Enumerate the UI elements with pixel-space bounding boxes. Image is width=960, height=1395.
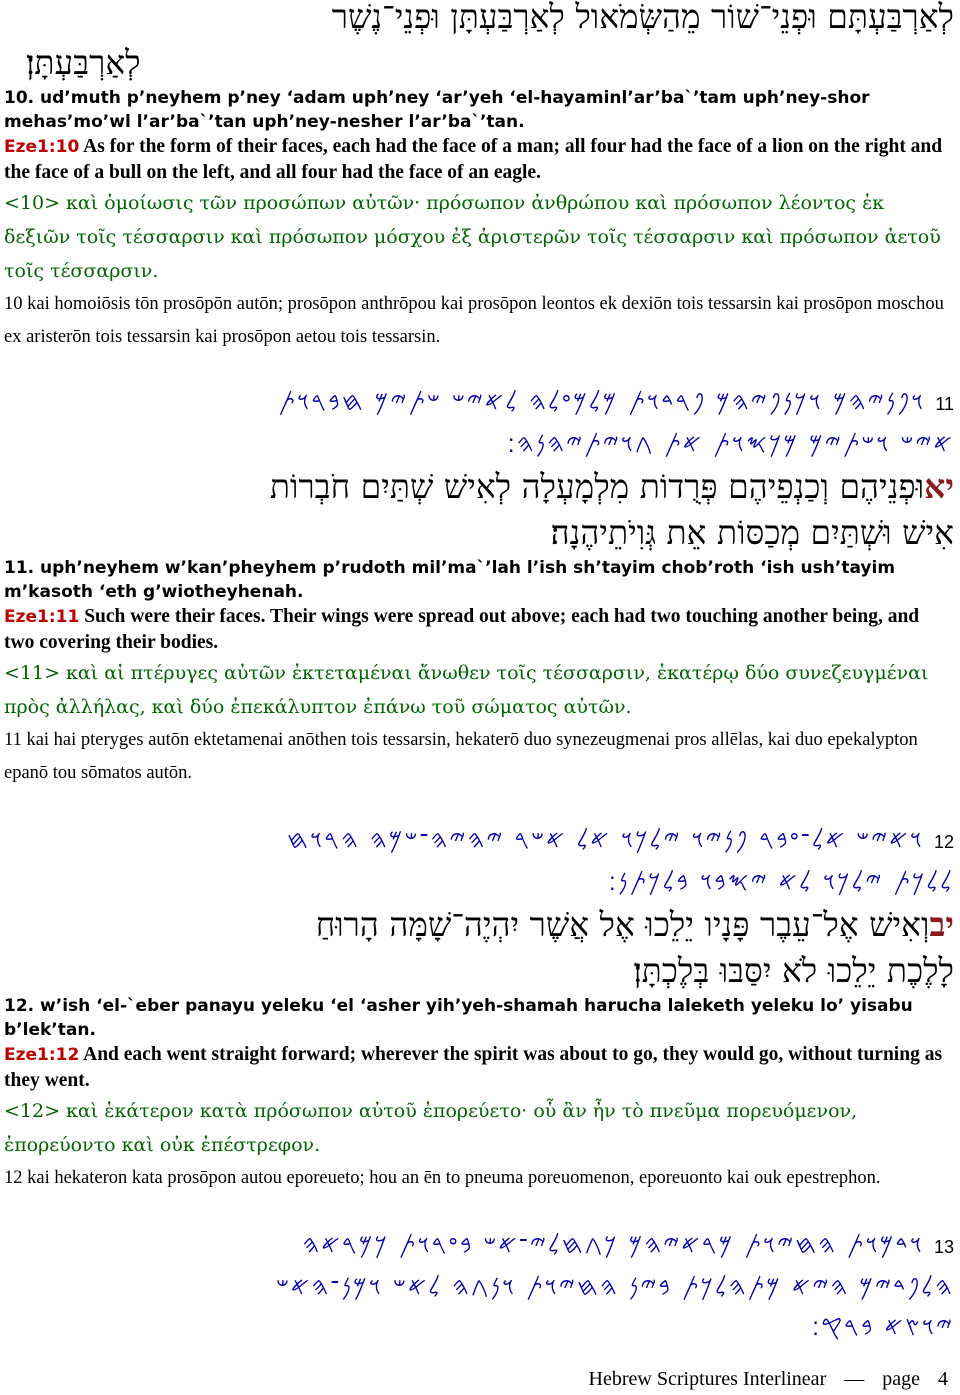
verse-number: 11 [935,394,954,414]
paleo-hebrew-line: 𐤉𐤅𐤑𐤀 𐤁𐤓𐤒׃ [811,1312,954,1341]
greek-text: <12> καὶ ἑκάτερον κατὰ πρόσωπον αὐτοῦ ἐπορεύετο· οὗ ἂν ἦν τὸ πνεῦμα πορευόμενον, ἐπορεύοντο καὶ οὐκ ἐπέστρεφον. [4,1100,858,1156]
footer-title: Hebrew Scriptures Interlinear [588,1368,827,1390]
paleo-text: 𐤅𐤐𐤍𐤉𐤄𐤌 𐤅𐤊𐤍𐤐𐤉𐤄𐤌 𐤐𐤓𐤃𐤅𐤕 𐤌𐤋𐤌𐤏𐤋𐤄 𐤋𐤀𐤉𐤔 𐤔𐤕𐤉𐤌 𐤇𐤁𐤓𐤅𐤕 [278,387,926,416]
english-text: And each went straight forward; wherever the spirit was about to go, they would go, without turning as they went. [4,1044,943,1091]
hebrew-verse-number: יא [924,467,954,506]
verse-reference: Eze1:10 [4,137,80,157]
greek-transliteration: 11 kai hai pteryges autōn ektetamenai anōthen tois tessarsin, hekaterō duo synezeugmenai pros allēlas, kai duo epekalypton epanō tou sōmatos autōn. [4,730,918,783]
english-translation [4,604,954,656]
paleo-hebrew-line [6,1225,954,1267]
hebrew-verse-number: יב [929,905,954,944]
greek-transliteration: 12 kai hekateron kata prosōpon autou eporeueto; hou an ēn to pneuma poreuomenon, eporeuonto kai ouk epestrephon. [4,1168,881,1188]
hebrew-line: לְאַרְבַּעְתָּן׃ [26,43,141,82]
greek-transliteration: 10 kai homoiōsis tōn prosōpōn autōn; prosōpon anthrōpou kai prosōpon leontos ek dexiōn tois tessarsin kai prosōpon moschou ex aristerōn tois tessarsin kai prosōpon aetou tois tessarsin. [4,294,944,347]
greek-text: <11> καὶ αἱ πτέρυγες αὐτῶν ἐκτεταμέναι ἄνωθεν τοῖς τέσσαρσιν, ἑκατέρῳ δύο συνεζευγμέναι πρὸς ἀλλήλας, καὶ δύο ἐπεκάλυπτον ἐπάνω τοῦ σώματος αὐτῶν. [4,662,929,718]
verse-reference: Eze1:12 [4,1045,80,1065]
english-text: Such were their faces. Their wings were spread out above; each had two touching another being, and two covering their bodies. [4,606,920,653]
hebrew-line: אִישׁ וּשְׁתַּיִם מְכַסּוֹת אֵת גְּוִיֹתֵיהֶנָה׃ [550,513,954,552]
footer-dash: — [844,1368,865,1390]
hebrew-text: וּפְנֵיהֶם וְכַנְפֵיהֶם פְּרֻדוֹת מִלְמָעְלָה לְאִישׁ שְׁתַּיִם חֹבְרוֹת [269,467,925,506]
hebrew-line [6,464,954,510]
paleo-text: 𐤅𐤀𐤉𐤔 𐤀𐤋־𐤏𐤁𐤓 𐤐𐤍𐤉𐤅 𐤉𐤋𐤊𐤅 𐤀𐤋 𐤀𐤔𐤓 𐤉𐤄𐤉𐤄־𐤔𐤌𐤄 𐤄𐤓𐤅𐤇 [287,825,925,854]
hebrew-line: לָלֶכֶת יֵלֵכוּ לֹא יִסַּבּוּ בְּלֶכְתָּן׃ [633,951,954,990]
paleo-text: 𐤅𐤃𐤌𐤅𐤕 𐤄𐤇𐤉𐤅𐤕 𐤌𐤓𐤀𐤉𐤄𐤌 𐤊𐤂𐤇𐤋𐤉־𐤀𐤔 𐤁𐤏𐤓𐤅𐤕 𐤊𐤌𐤓𐤀𐤄 [302,1230,925,1259]
english-translation [4,1042,954,1094]
footer-page-number: 4 [938,1368,948,1390]
verse-reference: Eze1:11 [4,607,80,627]
verse-number: 12 [933,832,954,852]
transliteration: 11. uph’neyhem w’kan’pheyhem p’rudoth mil’ma`’lah l’ish sh’tayim chob’roth ‘ish ush’tayim m’kasoth ‘eth g’wiotheyhenah. [4,558,896,602]
paleo-hebrew-line: 𐤄𐤋𐤐𐤃𐤉𐤌 𐤄𐤉𐤀 𐤌𐤕𐤄𐤋𐤊𐤕 𐤁𐤉𐤍 𐤄𐤇𐤉𐤅𐤕 𐤅𐤍𐤂𐤄 𐤋𐤀𐤔 𐤅𐤌𐤍־𐤄𐤀𐤔 [275,1272,954,1301]
paleo-hebrew-line [6,820,954,862]
hebrew-text: וְאִישׁ אֶל־עֵבֶר פָּנָיו יֵלֵכוּ אֶל אֲשֶׁר יִהְיֶה־שָׁמָּה הָרוּחַ [315,905,930,944]
hebrew-line: לְאַרְבַּעְתָּם וּפְנֵי־שׁוֹר מֵהַשְּׂמֹאול לְאַרְבַּעְתָּן וּפְנֵי־נֶשֶׁר [331,0,954,36]
english-translation [4,134,954,186]
paleo-hebrew-line: 𐤀𐤉𐤔 𐤅𐤔𐤕𐤉𐤌 𐤌𐤊𐤎𐤅𐤕 𐤀𐤕 𐤂𐤅𐤉𐤕𐤉𐤄𐤍𐤄׃ [507,429,954,458]
english-text: As for the form of their faces, each had the face of a man; all four had the face of a lion on the right and the face of a bull on the left, and all four had the face of an eagle. [4,136,943,183]
verse-number: 13 [933,1237,954,1257]
transliteration: 10. ud’muth p’neyhem p’ney ‘adam uph’ney ‘ar’yeh ‘el-hayaminl’ar’ba`’tam uph’ney-shor mehas’mo’wl l’ar’ba`’tan uph’ney-nesher l’ar’ba`’tan. [4,88,870,132]
paleo-hebrew-line: 𐤋𐤋𐤊𐤕 𐤉𐤋𐤊𐤅 𐤋𐤀 𐤉𐤎𐤁𐤅 𐤁𐤋𐤊𐤕𐤍׃ [608,867,954,896]
page-footer [571,1368,948,1391]
paleo-hebrew-line [6,382,954,424]
footer-page-label: page [882,1368,920,1390]
transliteration: 12. w’ish ‘el-`eber panayu yeleku ‘el ‘asher yih’yeh-shamah harucha laleketh yeleku lo’ yisabu b’lek’tan. [4,996,913,1040]
hebrew-line [6,902,954,948]
greek-text: <10> καὶ ὁμοίωσις τῶν προσώπων αὐτῶν· πρόσωπον ἀνθρώπου καὶ πρόσωπον λέοντος ἐκ δεξιῶν τοῖς τέσσαρσιν καὶ πρόσωπον μόσχου ἐξ ἀριστερῶν τοῖς τέσσαρσιν καὶ πρόσωπον ἀετοῦ τοῖς τέσσαρσιν. [4,192,941,282]
